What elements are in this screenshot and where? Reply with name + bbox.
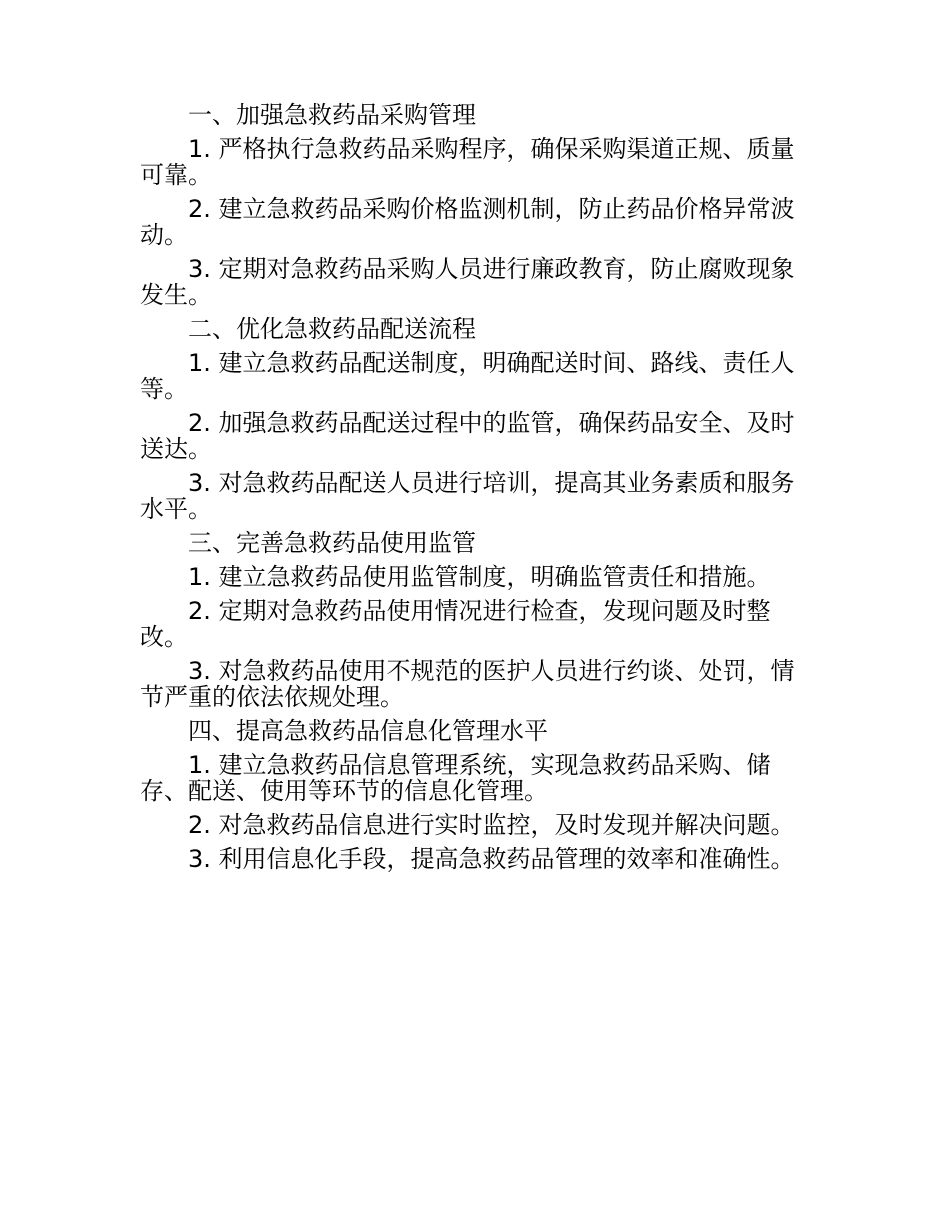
paragraph: 3. 定期对急救药品采购人员进行廉政教育，防止腐败现象发生。 xyxy=(140,255,795,309)
paragraph: 2. 定期对急救药品使用情况进行检查，发现问题及时整改。 xyxy=(140,597,771,651)
paragraph: 3. 对急救药品配送人员进行培训，提高其业务素质和服务水平。 xyxy=(140,469,795,523)
paragraph: 1. 建立急救药品信息管理系统，实现急救药品采购、储存、配送、使用等环节的信息化管理。 xyxy=(140,751,771,805)
paragraph: 2. 对急救药品信息进行实时监控，及时发现并解决问题。 xyxy=(188,811,795,839)
paragraph: 3. 对急救药品使用不规范的医护人员进行约谈、处罚，情节严重的依法依规处理。 xyxy=(140,657,795,711)
section-heading-1: 一、加强急救药品采购管理 xyxy=(188,101,476,129)
paragraph: 1. 严格执行急救药品采购程序，确保采购渠道正规、质量可靠。 xyxy=(140,135,795,189)
paragraph: 2. 建立急救药品采购价格监测机制，防止药品价格异常波动。 xyxy=(140,195,795,249)
section-heading-3: 三、完善急救药品使用监管 xyxy=(188,529,476,557)
paragraph: 1. 建立急救药品配送制度，明确配送时间、路线、责任人等。 xyxy=(140,349,795,403)
paragraph: 2. 加强急救药品配送过程中的监管，确保药品安全、及时送达。 xyxy=(140,409,795,463)
document-body xyxy=(140,102,812,880)
section-heading-4: 四、提高急救药品信息化管理水平 xyxy=(188,717,548,745)
paragraph: 1. 建立急救药品使用监管制度，明确监管责任和措施。 xyxy=(188,563,771,591)
section-heading-2: 二、优化急救药品配送流程 xyxy=(188,315,476,343)
paragraph: 3. 利用信息化手段，提高急救药品管理的效率和准确性。 xyxy=(188,845,795,873)
